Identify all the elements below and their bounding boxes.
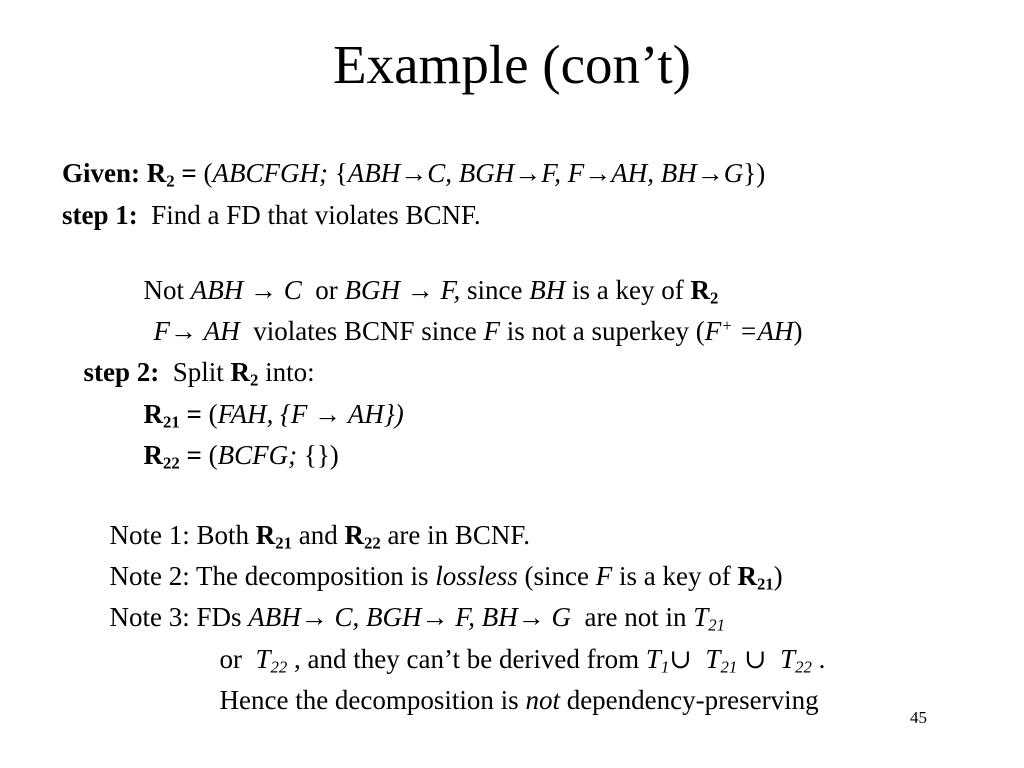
equals-sign: =: [174, 158, 204, 188]
arrow-symbol: →: [406, 275, 434, 305]
violate-text: violates BCNF since: [239, 316, 484, 346]
not-text: Not: [143, 275, 191, 305]
fd-lhs: ABH: [347, 158, 401, 188]
fd-lhs: BH: [653, 158, 697, 188]
or-text: or: [219, 644, 256, 674]
fd-lhs: BGH: [344, 275, 400, 305]
fd-lhs: F: [153, 316, 170, 346]
closure: F+ =AH: [704, 315, 794, 346]
table-symbol: $T_{22}$: [780, 644, 812, 677]
relation-body: FAH, {F: [217, 399, 308, 429]
fd-rhs: F,: [440, 275, 461, 305]
relation-name: $R_{21}$: [143, 399, 180, 432]
note2-prefix: Note 2: The decomposition is: [109, 561, 436, 591]
brace-open: {: [328, 158, 348, 188]
arrow-symbol: →: [314, 399, 342, 429]
arrow-symbol: →: [249, 275, 277, 305]
note1-prefix: Note 1: Both: [109, 520, 256, 550]
fd-rhs: G: [723, 158, 744, 188]
step1-line: [62, 198, 481, 232]
paren-close: ): [793, 316, 803, 346]
union-symbol: ∪: [669, 644, 692, 674]
key-of-text: is a key of: [565, 275, 691, 305]
fd-rhs: AH: [203, 316, 240, 346]
relation-name: $R_{22}$: [344, 520, 381, 553]
superkey-text: is not a superkey (: [500, 316, 705, 346]
fd-lhs: ABH: [248, 602, 301, 632]
step1-label: step 1:: [62, 200, 138, 230]
equals-sign: =: [179, 440, 209, 470]
fd-rhs: AH,: [611, 158, 654, 188]
hence-prefix: Hence the decomposition is: [219, 685, 526, 715]
relation-name: $R_2$: [146, 158, 175, 191]
union-symbol: ∪: [743, 644, 767, 674]
arrow-symbol: →: [170, 316, 197, 346]
and-text: and: [291, 520, 345, 550]
table-symbol: $T_{21}$: [705, 644, 738, 677]
paren-open: (: [208, 440, 218, 470]
attribute-set: ABCFGH;: [212, 158, 328, 188]
fd-lhs: F: [560, 158, 585, 188]
period: .: [811, 644, 826, 674]
not-term: not: [525, 685, 560, 715]
arrow-symbol: →: [696, 158, 724, 188]
relation-name: $R_{21}$: [737, 561, 774, 594]
fd-rhs: C,: [334, 602, 360, 632]
fd-rhs: G: [551, 602, 572, 632]
not-in-text: are not in: [571, 602, 694, 632]
split-text: Split: [159, 357, 231, 387]
hence-line: [206, 649, 819, 717]
key-of-text: is a key of: [612, 561, 738, 591]
table-symbol: $T_1$: [645, 644, 670, 677]
paren-close: ): [773, 561, 783, 591]
arrow-symbol: →: [517, 602, 545, 632]
fd-lhs: BH: [475, 602, 518, 632]
slide-title: Example (con’t): [333, 34, 691, 95]
relation-name: $R_{21}$: [255, 520, 292, 553]
r22-line: [130, 404, 339, 472]
relation-body: BCFG;: [217, 440, 298, 470]
relation-name: $R_{22}$: [143, 440, 180, 473]
table-symbol: $T_{22}$: [255, 644, 288, 677]
step2-label: step 2:: [83, 357, 160, 387]
fd-lhs: BGH: [359, 602, 422, 632]
fd-rhs: C,: [427, 158, 452, 188]
relation-name: $R_2$: [690, 275, 719, 308]
empty-fd-set: {}): [297, 440, 339, 470]
page-number: 45: [910, 708, 927, 727]
given-line: [62, 156, 765, 190]
fd-rhs: F,: [541, 158, 561, 188]
step1-text: Find a FD that violates BCNF.: [137, 200, 481, 230]
note3-prefix: Note 3: FDs: [109, 602, 249, 632]
table-symbol: $T_{21}$: [693, 602, 726, 635]
arrow-symbol: →: [400, 158, 428, 188]
paren-open: (: [208, 399, 218, 429]
relation-name: $R_2$: [230, 357, 259, 390]
fd-rhs: F,: [455, 602, 476, 632]
brace-close: }): [743, 158, 766, 188]
relation-body: AH}): [347, 399, 404, 429]
into-text: into:: [258, 357, 315, 387]
arrow-symbol: →: [584, 158, 612, 188]
given-label: Given:: [62, 158, 140, 188]
derived-text: , and they can’t be derived from: [287, 644, 646, 674]
arrow-symbol: →: [300, 602, 328, 632]
fd-rhs: C: [283, 275, 302, 305]
lossless-term: lossless: [435, 561, 518, 591]
fd-lhs: ABH: [190, 275, 244, 305]
arrow-symbol: →: [421, 602, 449, 632]
fd-lhs: BGH: [451, 158, 515, 188]
attr-f: F: [595, 561, 613, 591]
equals-sign: =: [179, 399, 209, 429]
note1-suffix: are in BCNF.: [380, 520, 531, 550]
attr-f: F: [483, 316, 500, 346]
since-text: (since: [517, 561, 596, 591]
key-attrs: BH: [529, 275, 566, 305]
paren-open: (: [203, 158, 213, 188]
or-text: or: [301, 275, 345, 305]
hence-suffix: dependency-preserving: [559, 685, 819, 715]
since-text: since: [460, 275, 530, 305]
arrow-symbol: →: [514, 158, 542, 188]
